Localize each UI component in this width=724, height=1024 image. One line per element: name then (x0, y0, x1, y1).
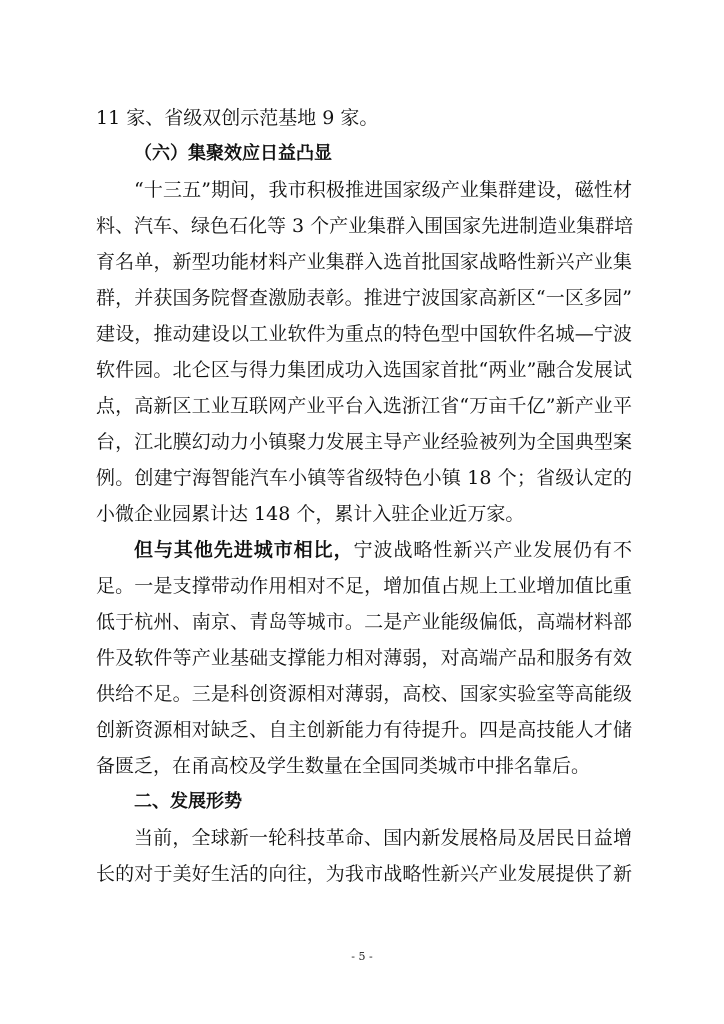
paragraph-line: 当前，全球新一轮科技革命、国内新发展格局及居民日益增 (134, 827, 632, 849)
paragraph-line: 长的对于美好生活的向往，为我市战略性新兴产业发展提供了新 (96, 863, 632, 885)
page-number: - 5 - (351, 950, 373, 963)
body-text (96, 100, 632, 892)
paragraph-line: 供给不足。三是科创资源相对薄弱，高校、国家实验室等高能级 (96, 683, 632, 705)
paragraph-line: 件及软件等产业基础支撑能力相对薄弱，对高端产品和服务有效 (96, 647, 632, 669)
paragraph-line: 例。创建宁海智能汽车小镇等省级特色小镇 18 个；省级认定的 (96, 467, 632, 489)
paragraph-line: 建设，推动建设以工业软件为重点的特色型中国软件名城—宁波 (96, 323, 632, 345)
paragraph-line: 11 家、省级双创示范基地 9 家。 (96, 107, 379, 129)
paragraph-line: 育名单，新型功能材料产业集群入选首批国家战略性新兴产业集 (96, 251, 632, 273)
paragraph-line: 群，并获国务院督查激励表彰。推进宁波国家高新区“一区多园” (96, 287, 632, 309)
paragraph-line: 台，江北膜幻动力小镇聚力发展主导产业经验被列为全国典型案 (96, 431, 632, 453)
paragraph-line (96, 532, 632, 568)
paragraph-line: 点，高新区工业互联网产业平台入选浙江省“万亩千亿”新产业平 (96, 395, 632, 417)
paragraph-line: 小微企业园累计达 148 个，累计入驻企业近万家。 (96, 503, 525, 525)
paragraph-line: 料、汽车、绿色石化等 3 个产业集群入围国家先进制造业集群培 (96, 215, 634, 237)
paragraph-line: 软件园。北仑区与得力集团成功入选国家首批“两业”融合发展试 (96, 359, 632, 381)
emphasis-text: 但与其他先进城市相比， (134, 539, 354, 561)
paragraph-line: 足。一是支撑带动作用相对不足，增加值占规上工业增加值比重 (96, 575, 632, 597)
paragraph-line: 低于杭州、南京、青岛等城市。二是产业能级偏低，高端材料部 (96, 611, 632, 633)
paragraph-line: “十三五”期间，我市积极推进国家级产业集群建设，磁性材 (134, 179, 632, 201)
paragraph-line: 备匮乏，在甬高校及学生数量在全国同类城市中排名靠后。 (96, 755, 591, 777)
section-heading: （六）集聚效应日益凸显 (134, 143, 332, 164)
paragraph-line: 创新资源相对缺乏、自主创新能力有待提升。四是高技能人才储 (96, 719, 632, 741)
paragraph-text: 宁波战略性新兴产业发展仍有不 (353, 539, 632, 561)
section-heading: 二、发展形势 (134, 791, 242, 812)
